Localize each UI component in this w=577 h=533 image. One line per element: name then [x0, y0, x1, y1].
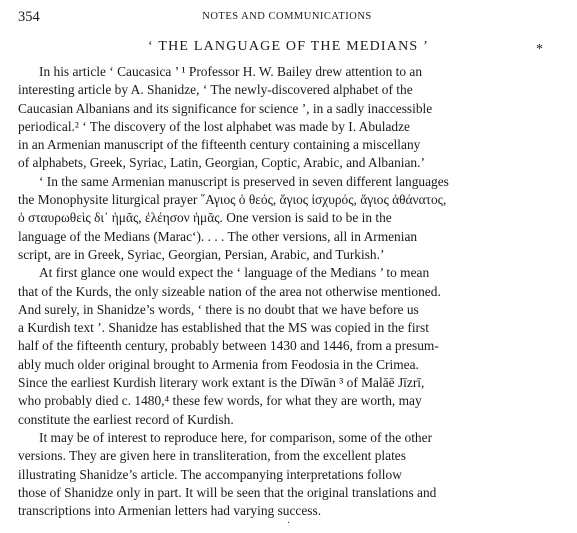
running-head [18, 8, 556, 26]
text-line: the Monophysite liturgical prayer ῞Αγιος ὁ θεός, ἅγιος ἰσχυρός, ἅγιος ἀθάνατος, [18, 192, 447, 208]
text-line: a Kurdish text ’. Shanidze has established that the MS was copied in the first [18, 320, 429, 336]
text-line: of alphabets, Greek, Syriac, Latin, Georgian, Coptic, Arabic, and Albanian.’ [18, 155, 425, 171]
asterisk-mark: * [536, 42, 543, 57]
text-line: half of the fifteenth century, probably between 1430 and 1446, from a presum- [18, 338, 439, 354]
page-number: 354 [18, 9, 40, 25]
text-line: that of the Kurds, the only sizeable nation of the area not otherwise mentioned. [18, 283, 441, 299]
paragraph-3 [18, 264, 542, 429]
text-line: those of Shanidze only in part. It will be seen that the original translations and [18, 484, 437, 500]
text-line: script, are in Greek, Syriac, Georgian, Persian, Arabic, and Turkish.’ [18, 246, 385, 262]
paragraph-2 [18, 173, 542, 264]
running-head-title: NOTES AND COMMUNICATIONS [202, 11, 372, 22]
article-title: ‘ THE LANGUAGE OF THE MEDIANS ’ [148, 39, 429, 54]
text-line: illustrating Shanidze’s article. The accompanying interpretations follow [18, 466, 402, 482]
text-line: In his article ‘ Caucasica ’ ¹ Professor H. W. Bailey drew attention to an [39, 64, 423, 79]
text-line: periodical.² ‘ The discovery of the lost alphabet was made by I. Abuladze [18, 118, 410, 134]
text-line: ‘ In the same Armenian manuscript is preserved in seven different languages [39, 173, 449, 189]
text-line: who probably died c. 1480,⁴ these few words, for what they are worth, may [18, 393, 422, 409]
text-line: And surely, in Shanidze’s words, ‘ there is no doubt that we have before us [18, 301, 419, 317]
text-line: At first glance one would expect the ‘ language of the Medians ’ to mean [39, 265, 430, 281]
text-line: interesting article by A. Shanidze, ‘ The newly-discovered alphabet of the [18, 82, 413, 98]
text-line: language of the Medians (Marac‘). . . . The other versions, all in Armenian [18, 228, 418, 244]
text-line: ably much older original brought to Armenia from Feodosia in the Crimea. [18, 356, 419, 372]
text-line: constitute the earliest record of Kurdish. [18, 411, 234, 427]
bottom-mark: · [287, 518, 291, 529]
text-line: ὁ σταυρωθεὶς δι᾽ ἡμᾶς, ἐλέησον ἡμᾶς. One version is said to be in the [18, 210, 392, 226]
text-line: Caucasian Albanians and its significance for science ’, in a sadly inaccessible [18, 100, 433, 116]
text-line: transcriptions into Armenian letters had varying success. [18, 503, 322, 519]
paragraph-1 [18, 63, 542, 173]
text-line: in an Armenian manuscript of the fifteenth century containing a miscellany [18, 137, 421, 153]
paragraph-4 [18, 429, 542, 520]
text-line: versions. They are given here in transliteration, from the excellent plates [18, 448, 406, 464]
article-body [18, 63, 542, 520]
text-line: Since the earliest Kurdish literary work extant is the Dīwān ³ of Malāē Jīzrī, [18, 375, 425, 391]
text-line: It may be of interest to reproduce here, for comparison, some of the other [39, 429, 433, 445]
